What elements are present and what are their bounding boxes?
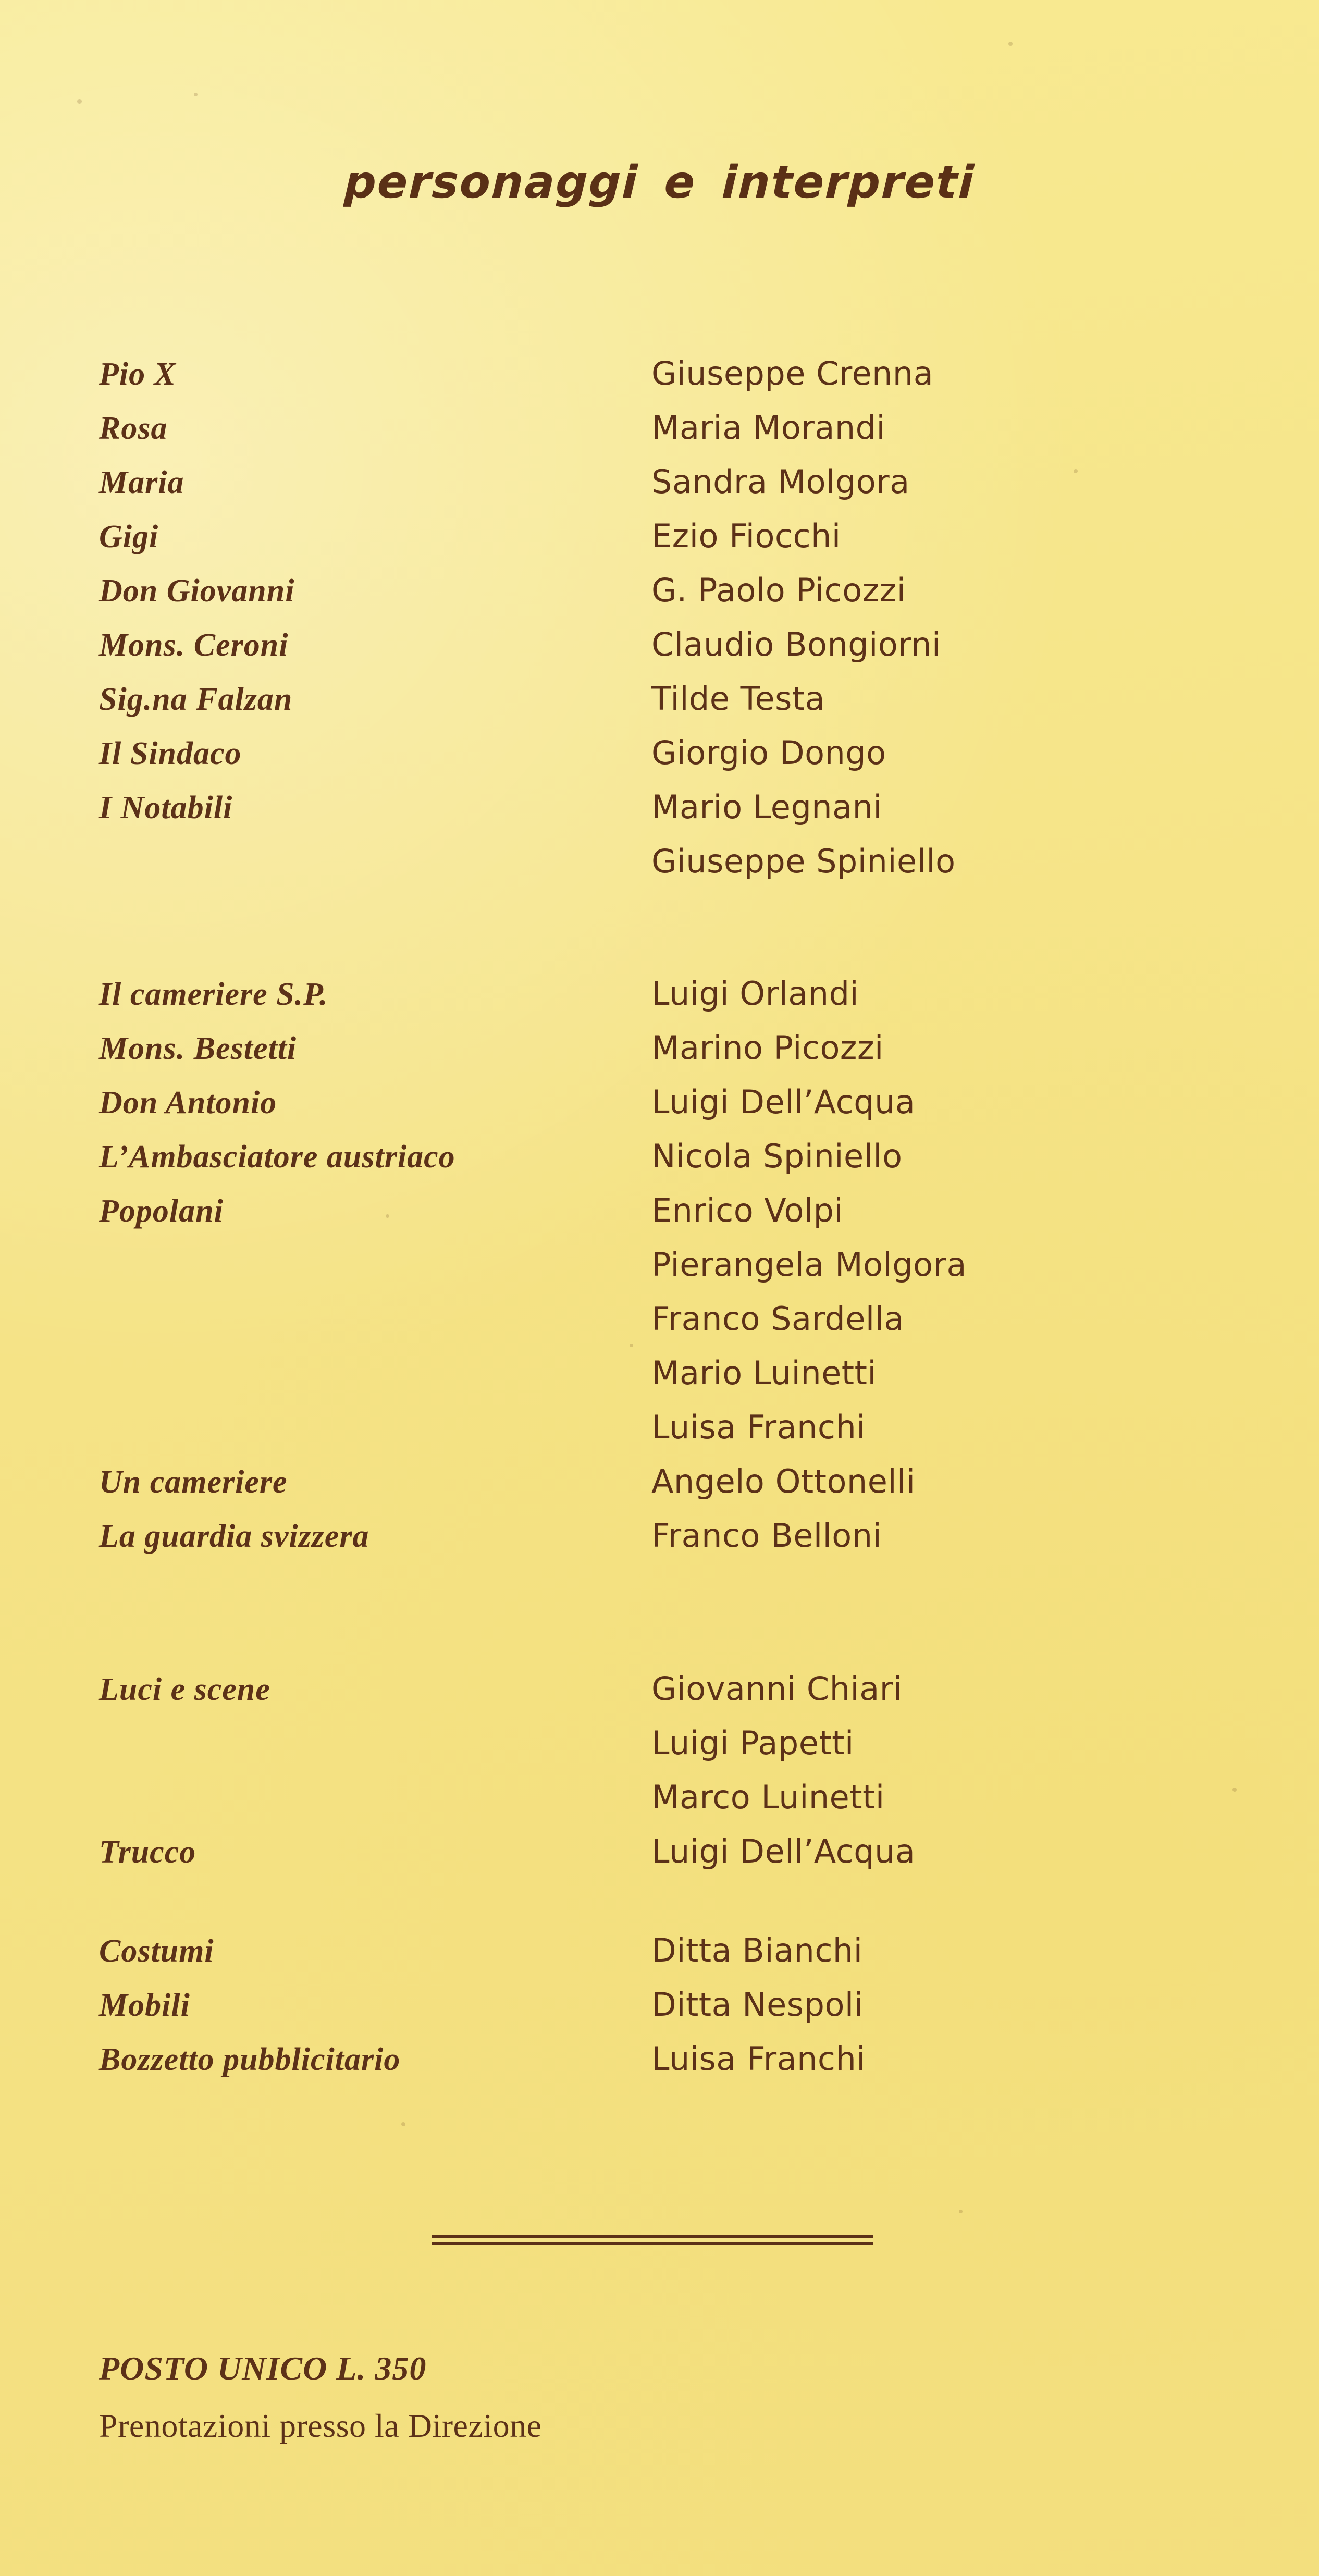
cast-row xyxy=(99,734,1225,788)
role-label: Bozzetto pubblicitario xyxy=(99,2042,401,2077)
cast-row xyxy=(99,1517,1225,1571)
actor-name: Giovanni Chiari xyxy=(651,1670,903,1708)
actor-name: Marco Luinetti xyxy=(651,1778,885,1816)
role-label: Don Giovanni xyxy=(99,573,295,609)
actor-name: Luisa Franchi xyxy=(651,1408,866,1446)
role-label: Il Sindaco xyxy=(99,736,242,771)
role-label: Il cameriere S.P. xyxy=(99,977,328,1012)
actor-name: Luigi Orlandi xyxy=(651,975,859,1013)
actor-name: Giuseppe Spiniello xyxy=(651,842,956,880)
actor-name: Nicola Spiniello xyxy=(651,1137,903,1175)
role-label: L’Ambasciatore austriaco xyxy=(99,1139,455,1175)
cast-group xyxy=(99,354,1225,896)
actor-name: Angelo Ottonelli xyxy=(651,1462,916,1500)
role-label: Pio X xyxy=(99,356,176,392)
actor-name: Maria Morandi xyxy=(651,409,886,447)
role-label: Sig.na Falzan xyxy=(99,682,293,717)
cast-row xyxy=(99,1724,1225,1778)
actor-name: Pierangela Molgora xyxy=(651,1246,967,1284)
role-label: Mons. Bestetti xyxy=(99,1031,297,1066)
cast-row xyxy=(99,517,1225,571)
cast-row xyxy=(99,2040,1225,2094)
actor-name: Ditta Nespoli xyxy=(651,1986,864,2024)
actor-name: Claudio Bongiorni xyxy=(651,625,941,663)
cast-row xyxy=(99,1300,1225,1354)
cast-row xyxy=(99,1462,1225,1517)
role-label: Mons. Ceroni xyxy=(99,627,289,663)
role-label: Mobili xyxy=(99,1988,190,2023)
cast-row xyxy=(99,1986,1225,2040)
role-label: Gigi xyxy=(99,519,159,554)
actor-name: Mario Luinetti xyxy=(651,1354,877,1392)
cast-row xyxy=(99,680,1225,734)
cast-row xyxy=(99,1832,1225,1887)
role-label: Un cameriere xyxy=(99,1464,288,1500)
actor-name: Luigi Papetti xyxy=(651,1724,854,1762)
cast-row xyxy=(99,1246,1225,1300)
ticket-price: POSTO UNICO L. 350 xyxy=(99,2350,427,2387)
cast-row xyxy=(99,975,1225,1029)
cast-row xyxy=(99,409,1225,463)
role-label: Popolani xyxy=(99,1193,224,1229)
cast-list xyxy=(99,354,1225,2094)
paper-speck xyxy=(959,2210,963,2213)
actor-name: Sandra Molgora xyxy=(651,463,910,501)
actor-name: Ditta Bianchi xyxy=(651,1931,863,1969)
role-label: Maria xyxy=(99,465,184,500)
paper-speck xyxy=(77,99,82,104)
cast-row xyxy=(99,1029,1225,1083)
actor-name: Franco Sardella xyxy=(651,1300,904,1338)
role-label: I Notabili xyxy=(99,790,233,825)
role-label: Rosa xyxy=(99,411,168,446)
cast-row xyxy=(99,463,1225,517)
role-label: Trucco xyxy=(99,1834,196,1870)
cast-row xyxy=(99,354,1225,409)
group-spacer xyxy=(99,896,1225,975)
actor-name: Luisa Franchi xyxy=(651,2040,866,2078)
paper-speck xyxy=(1232,1788,1237,1792)
actor-name: Luigi Dell’Acqua xyxy=(651,1083,916,1121)
divider-rule-inner xyxy=(432,2238,873,2242)
actor-name: Giorgio Dongo xyxy=(651,734,886,772)
role-label: Don Antonio xyxy=(99,1085,277,1120)
divider-rule xyxy=(432,2235,873,2245)
group-spacer xyxy=(99,1571,1225,1670)
footer xyxy=(99,2349,1225,2445)
cast-row xyxy=(99,1931,1225,1986)
cast-row xyxy=(99,788,1225,842)
cast-row xyxy=(99,1191,1225,1246)
cast-row xyxy=(99,842,1225,896)
cast-row xyxy=(99,1354,1225,1408)
role-label: Costumi xyxy=(99,1933,214,1969)
paper-speck xyxy=(1008,42,1013,46)
cast-row xyxy=(99,1408,1225,1462)
cast-group xyxy=(99,1931,1225,2094)
cast-row xyxy=(99,1083,1225,1137)
booking-note: Prenotazioni presso la Direzione xyxy=(99,2407,542,2444)
actor-name: Ezio Fiocchi xyxy=(651,517,841,555)
actor-name: G. Paolo Picozzi xyxy=(651,571,906,609)
role-label: La guardia svizzera xyxy=(99,1519,369,1554)
group-spacer xyxy=(99,1887,1225,1931)
paper-speck xyxy=(401,2122,405,2126)
actor-name: Giuseppe Crenna xyxy=(651,354,934,392)
cast-row xyxy=(99,1778,1225,1832)
actor-name: Mario Legnani xyxy=(651,788,883,826)
actor-name: Luigi Dell’Acqua xyxy=(651,1832,916,1870)
cast-group xyxy=(99,1670,1225,1887)
actor-name: Marino Picozzi xyxy=(651,1029,884,1067)
page-title: personaggi e interpreti xyxy=(343,156,976,208)
paper-speck xyxy=(194,93,198,96)
actor-name: Tilde Testa xyxy=(651,680,825,718)
actor-name: Franco Belloni xyxy=(651,1517,882,1555)
actor-name: Enrico Volpi xyxy=(651,1191,844,1229)
role-label: Luci e scene xyxy=(99,1672,270,1707)
cast-row xyxy=(99,571,1225,625)
cast-row xyxy=(99,1137,1225,1191)
cast-group xyxy=(99,975,1225,1571)
cast-row xyxy=(99,625,1225,680)
cast-row xyxy=(99,1670,1225,1724)
